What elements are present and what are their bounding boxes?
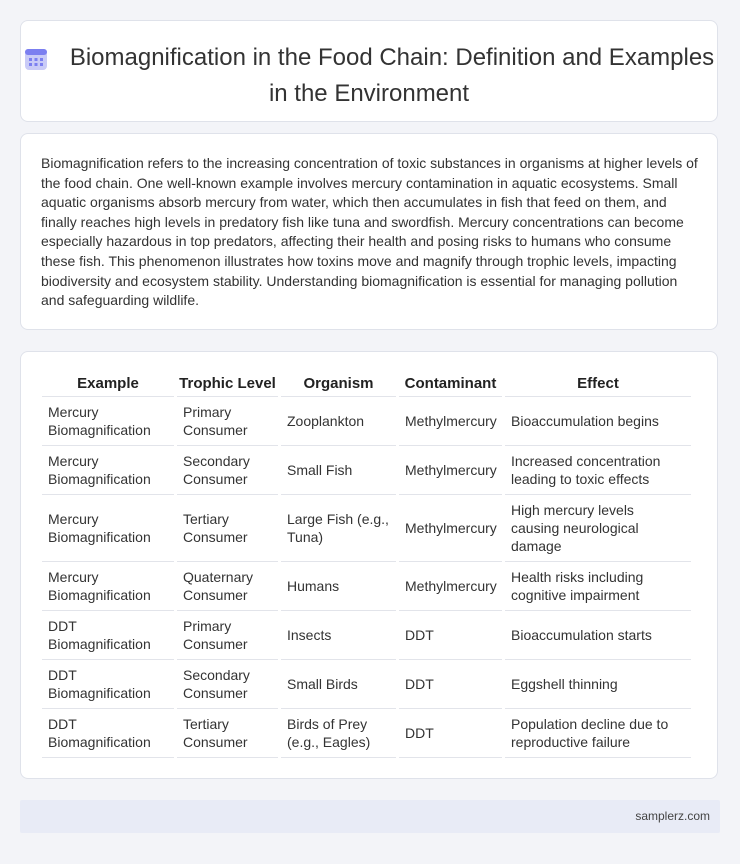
- cell-trophic-level: Secondary Consumer: [177, 660, 278, 709]
- cell-organism: Insects: [281, 611, 396, 660]
- cell-example: Mercury Biomagnification: [42, 562, 174, 611]
- cell-effect: Population decline due to reproductive failure: [505, 709, 691, 758]
- cell-contaminant: DDT: [399, 709, 502, 758]
- cell-organism: Small Fish: [281, 446, 396, 495]
- cell-organism: Large Fish (e.g., Tuna): [281, 495, 396, 562]
- header-trophic-level: Trophic Level: [177, 372, 278, 397]
- cell-contaminant: Methylmercury: [399, 495, 502, 562]
- cell-organism: Humans: [281, 562, 396, 611]
- cell-effect: Eggshell thinning: [505, 660, 691, 709]
- table-row: [42, 397, 691, 446]
- page-title-block: [21, 43, 717, 109]
- calendar-icon: [24, 47, 48, 79]
- page-title: Biomagnification in the Food Chain: Definition and Examples in the Environment: [69, 44, 715, 107]
- cell-effect: Health risks including cognitive impairment: [505, 562, 691, 611]
- biomagnification-table: [39, 372, 694, 758]
- cell-trophic-level: Primary Consumer: [177, 611, 278, 660]
- header-example: Example: [42, 372, 174, 397]
- table-row: [42, 611, 691, 660]
- cell-trophic-level: Secondary Consumer: [177, 446, 278, 495]
- intro-paragraph: Biomagnification refers to the increasing concentration of toxic substances in organisms at higher levels of the food chain. One well-known example involves mercury contamination in aquatic ecosystems. Small aquatic organisms absorb mercury from water, which then accumulates in fish that feed on them, and finally reaches high levels in predatory fish like tuna and swordfish. Mercury concentrations can become especially hazardous in top predators, affecting their health and posing risks to humans who consume these fish. This phenomenon illustrates how toxins move and magnify through trophic levels, impacting biodiversity and ecosystem stability. Understanding biomagnification is essential for managing pollution and safeguarding wildlife.: [41, 155, 698, 309]
- header-organism: Organism: [281, 372, 396, 397]
- cell-organism: Birds of Prey (e.g., Eagles): [281, 709, 396, 758]
- cell-effect: Bioaccumulation begins: [505, 397, 691, 446]
- intro-card: [20, 133, 718, 330]
- title-card: [20, 20, 718, 122]
- cell-organism: Zooplankton: [281, 397, 396, 446]
- table-card: [20, 351, 718, 779]
- cell-example: DDT Biomagnification: [42, 660, 174, 709]
- cell-effect: Increased concentration leading to toxic effects: [505, 446, 691, 495]
- cell-example: Mercury Biomagnification: [42, 397, 174, 446]
- cell-contaminant: Methylmercury: [399, 562, 502, 611]
- cell-contaminant: DDT: [399, 611, 502, 660]
- cell-effect: High mercury levels causing neurological damage: [505, 495, 691, 562]
- header-contaminant: Contaminant: [399, 372, 502, 397]
- table-header-row: [42, 372, 691, 397]
- cell-example: Mercury Biomagnification: [42, 446, 174, 495]
- table-row: [42, 495, 691, 562]
- cell-trophic-level: Primary Consumer: [177, 397, 278, 446]
- footer-site-link[interactable]: samplerz.com: [635, 809, 710, 823]
- cell-trophic-level: Tertiary Consumer: [177, 495, 278, 562]
- cell-contaminant: DDT: [399, 660, 502, 709]
- cell-contaminant: Methylmercury: [399, 446, 502, 495]
- table-row: [42, 660, 691, 709]
- cell-organism: Small Birds: [281, 660, 396, 709]
- footer-bar: [20, 800, 720, 833]
- table-row: [42, 709, 691, 758]
- cell-trophic-level: Quaternary Consumer: [177, 562, 278, 611]
- cell-example: Mercury Biomagnification: [42, 495, 174, 562]
- cell-effect: Bioaccumulation starts: [505, 611, 691, 660]
- cell-trophic-level: Tertiary Consumer: [177, 709, 278, 758]
- cell-contaminant: Methylmercury: [399, 397, 502, 446]
- cell-example: DDT Biomagnification: [42, 611, 174, 660]
- table-row: [42, 562, 691, 611]
- header-effect: Effect: [505, 372, 691, 397]
- table-row: [42, 446, 691, 495]
- cell-example: DDT Biomagnification: [42, 709, 174, 758]
